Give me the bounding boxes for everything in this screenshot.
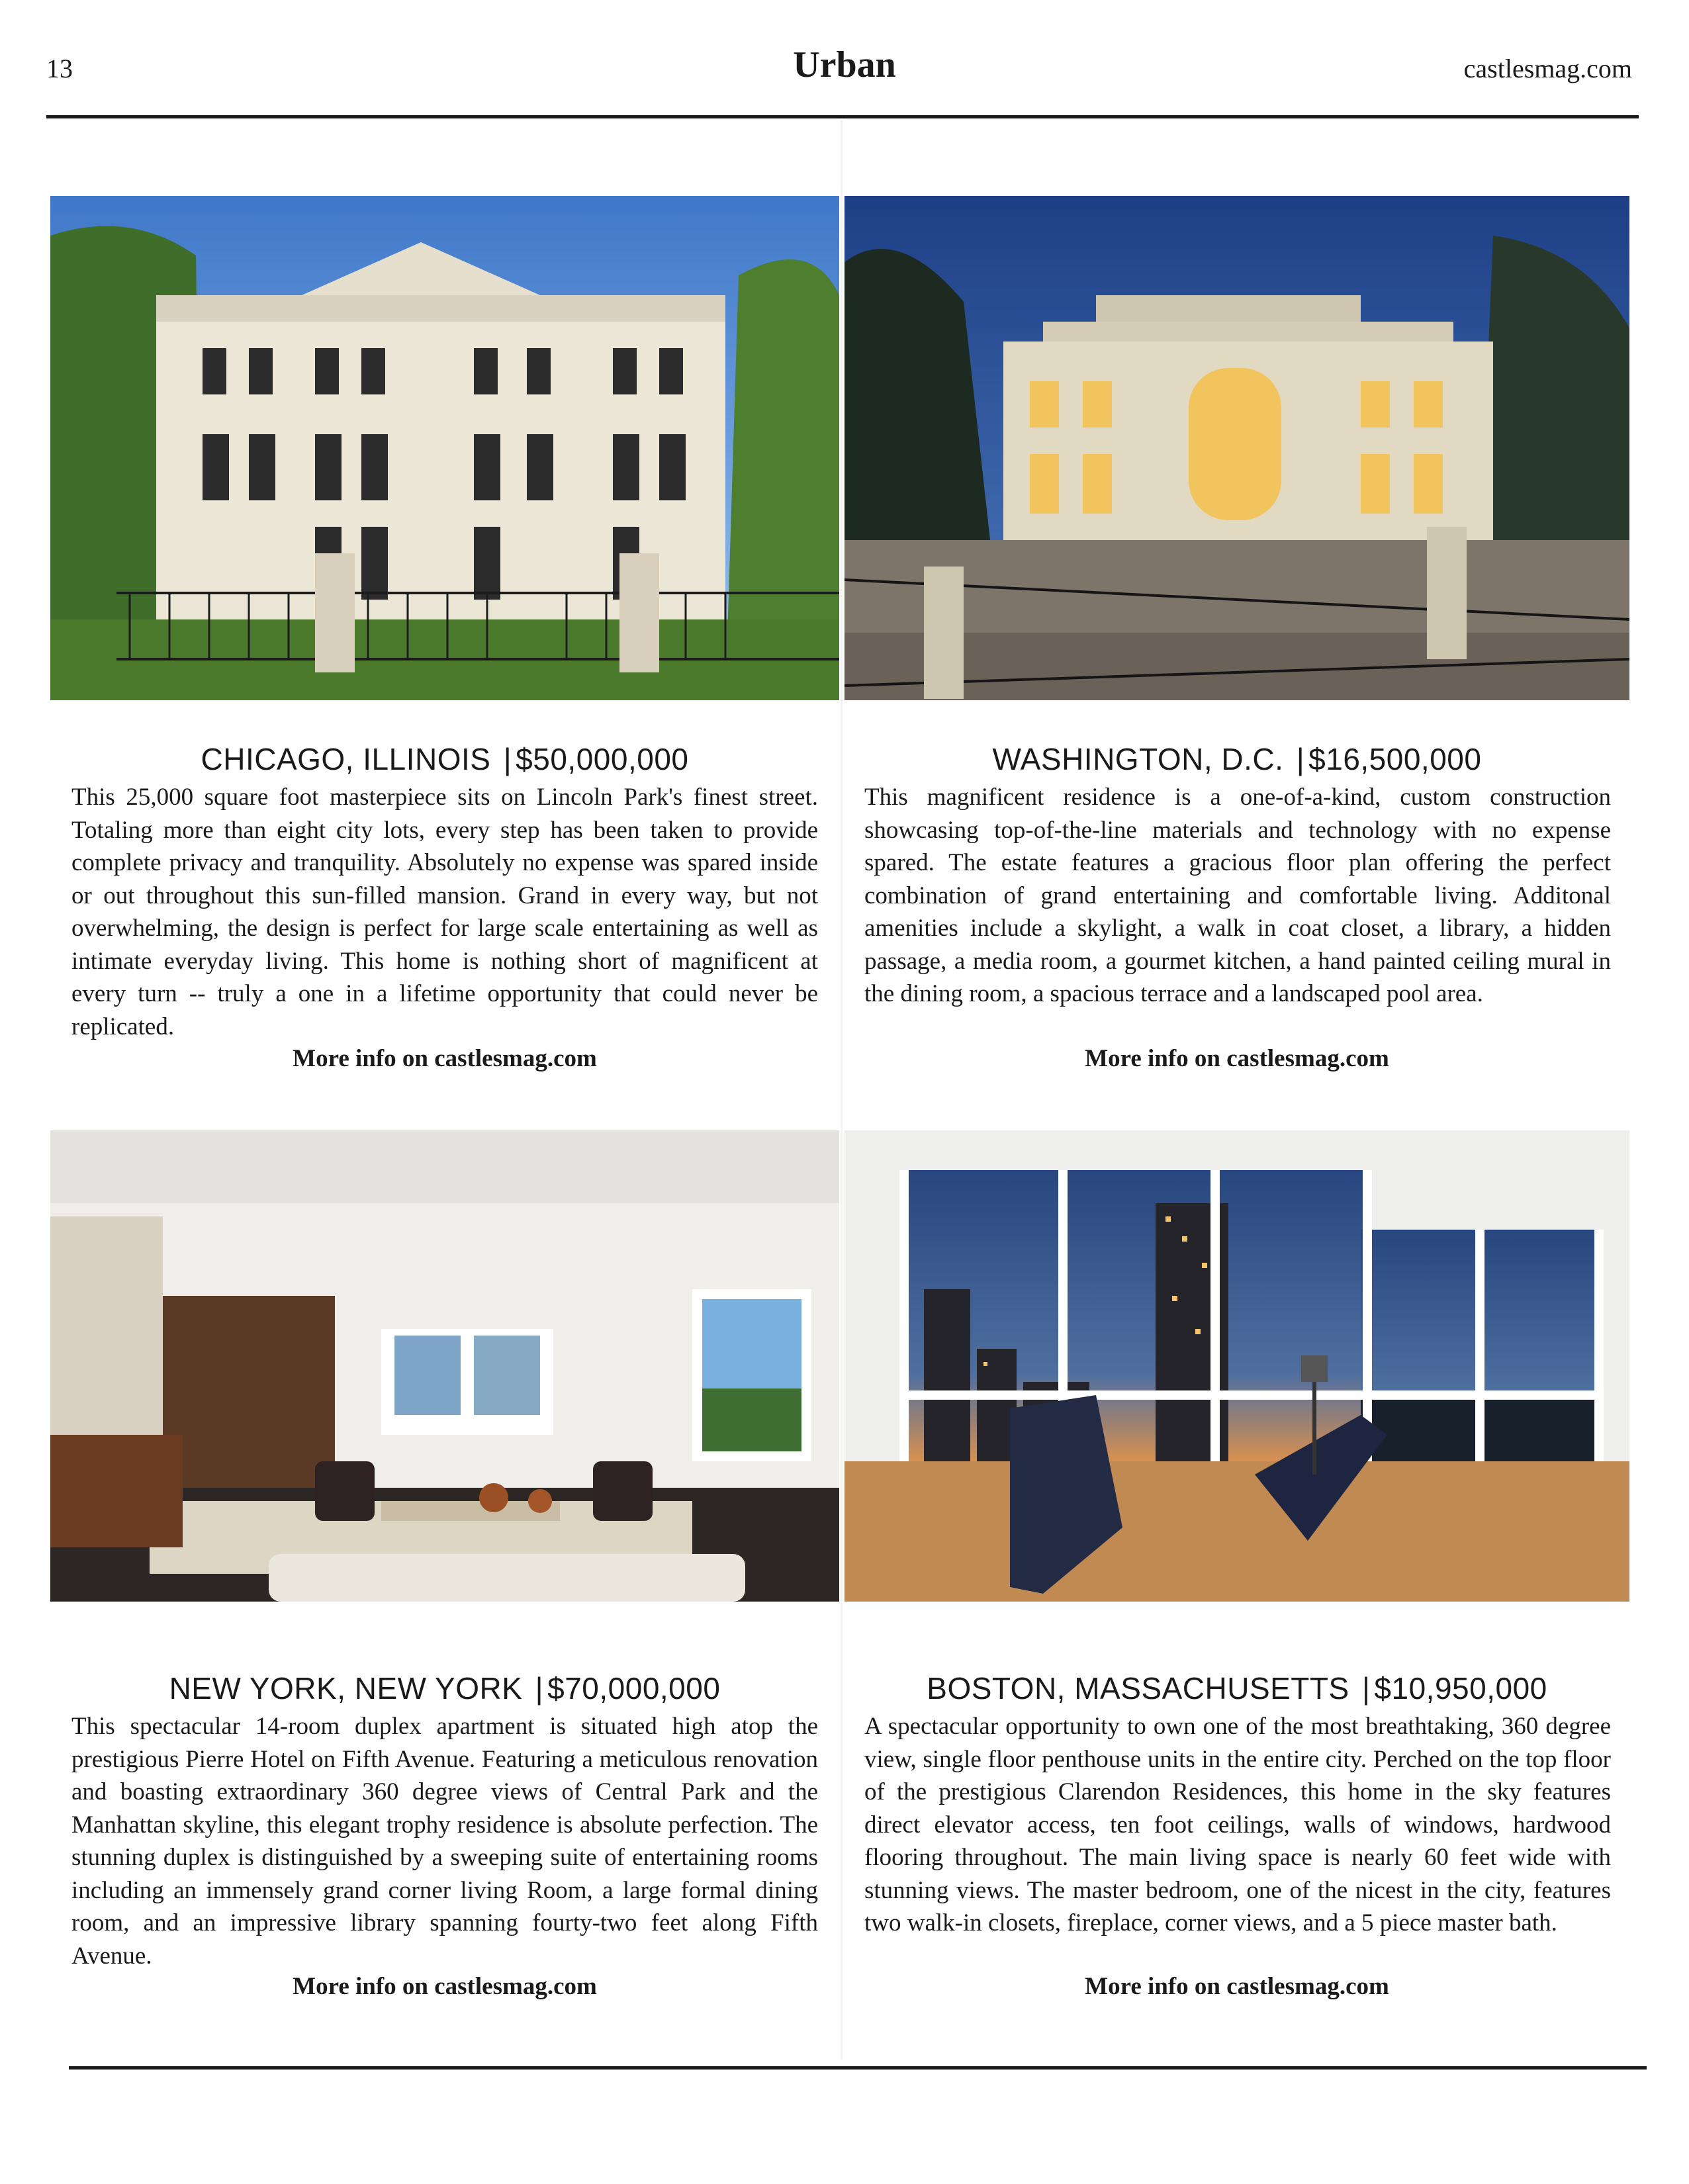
listing-heading-chicago [50,741,839,777]
header-rule [46,115,1639,118]
column-gutter [841,120,843,2060]
more-info-link-new-york[interactable]: More info on castlesmag.com [293,1973,597,2000]
listing-location: CHICAGO, ILLINOIS [201,742,491,776]
section-title: Urban [793,44,896,85]
listing-price: $10,950,000 [1374,1671,1547,1706]
boston-penthouse-photo [844,1130,1629,1602]
more-info-link-washington[interactable]: More info on castlesmag.com [1085,1045,1389,1072]
listing-heading-boston [844,1670,1629,1706]
listing-location: BOSTON, MASSACHUSETTS [927,1671,1349,1706]
footer-rule [69,2066,1647,2070]
listing-description-boston: A spectacular opportunity to own one of the most breathtaking, 360 degree view, single floor penthouse units in the entire city. Perched on the top floor of the prestigious Clarendon Residences, this home in the sky features direct elevator access, ten foot ceilings, walls of windows, hardwood flooring throughout. The main living space is nearly 60 feet wide with stunning views. The master bedroom, one of the nicest in the city, features two walk-in closets, fireplace, corner views, and a 5 piece master bath. [864,1713,1611,1936]
listing-price: $50,000,000 [516,742,689,776]
heading-separator: | [503,742,512,776]
listing-description-washington: This magnificent residence is a one-of-a-kind, custom construction showcasing top-of-the-line materials and technology with no expense spared. The estate features a gracious floor plan offering the perfect combination of grand entertaining and comfortable living. Additonal amenities include a skylight, a walk in coat closet, a library, a hidden passage, a media room, a gourmet kitchen, a hand painted ceiling mural in the dining room, a spacious terrace and a landscaped pool area. [864,784,1611,1007]
more-info-link-boston[interactable]: More info on castlesmag.com [1085,1973,1389,2000]
new-york-apartment-photo [50,1130,839,1602]
listing-price: $70,000,000 [547,1671,721,1706]
listing-heading-new-york [50,1670,839,1706]
heading-separator: | [1361,1671,1371,1706]
listing-description-chicago: This 25,000 square foot masterpiece sits on Lincoln Park's finest street. Totaling more than eight city lots, every step has been taken to provide complete privacy and tranquility. Absolutely no expense was spared inside or out throughout this sun-filled mansion. Grand in every way, but not overwhelming, the design is perfect for large scale entertaining as well as intimate everyday living. This home is nothing short of magnificent at every turn -- truly a one in a lifetime opportunity that could never be replicated. [71,784,818,1040]
more-info-link-chicago[interactable]: More info on castlesmag.com [293,1045,597,1072]
heading-separator: | [535,1671,544,1706]
listing-price: $16,500,000 [1308,742,1482,776]
heading-separator: | [1296,742,1305,776]
site-url[interactable]: castlesmag.com [1463,54,1632,83]
chicago-mansion-photo [50,196,839,700]
listing-description-new-york: This spectacular 14-room duplex apartment is situated high atop the prestigious Pierre Hotel on Fifth Avenue. Featuring a meticulous renovation and boasting extraordinary 360 degree views of Central Park and the Manhattan skyline, this elegant trophy residence is absolute perfection. The stunning duplex is distinguished by a sweeping suite of entertaining rooms including an immensely grand corner living Room, a large formal dining room, and an impressive library spanning fourty-two feet along Fifth Avenue. [71,1713,818,1970]
page-number: 13 [46,54,73,83]
listing-location: WASHINGTON, D.C. [992,742,1284,776]
washington-mansion-photo [844,196,1629,700]
listing-location: NEW YORK, NEW YORK [169,1671,523,1706]
listing-heading-washington [844,741,1629,777]
